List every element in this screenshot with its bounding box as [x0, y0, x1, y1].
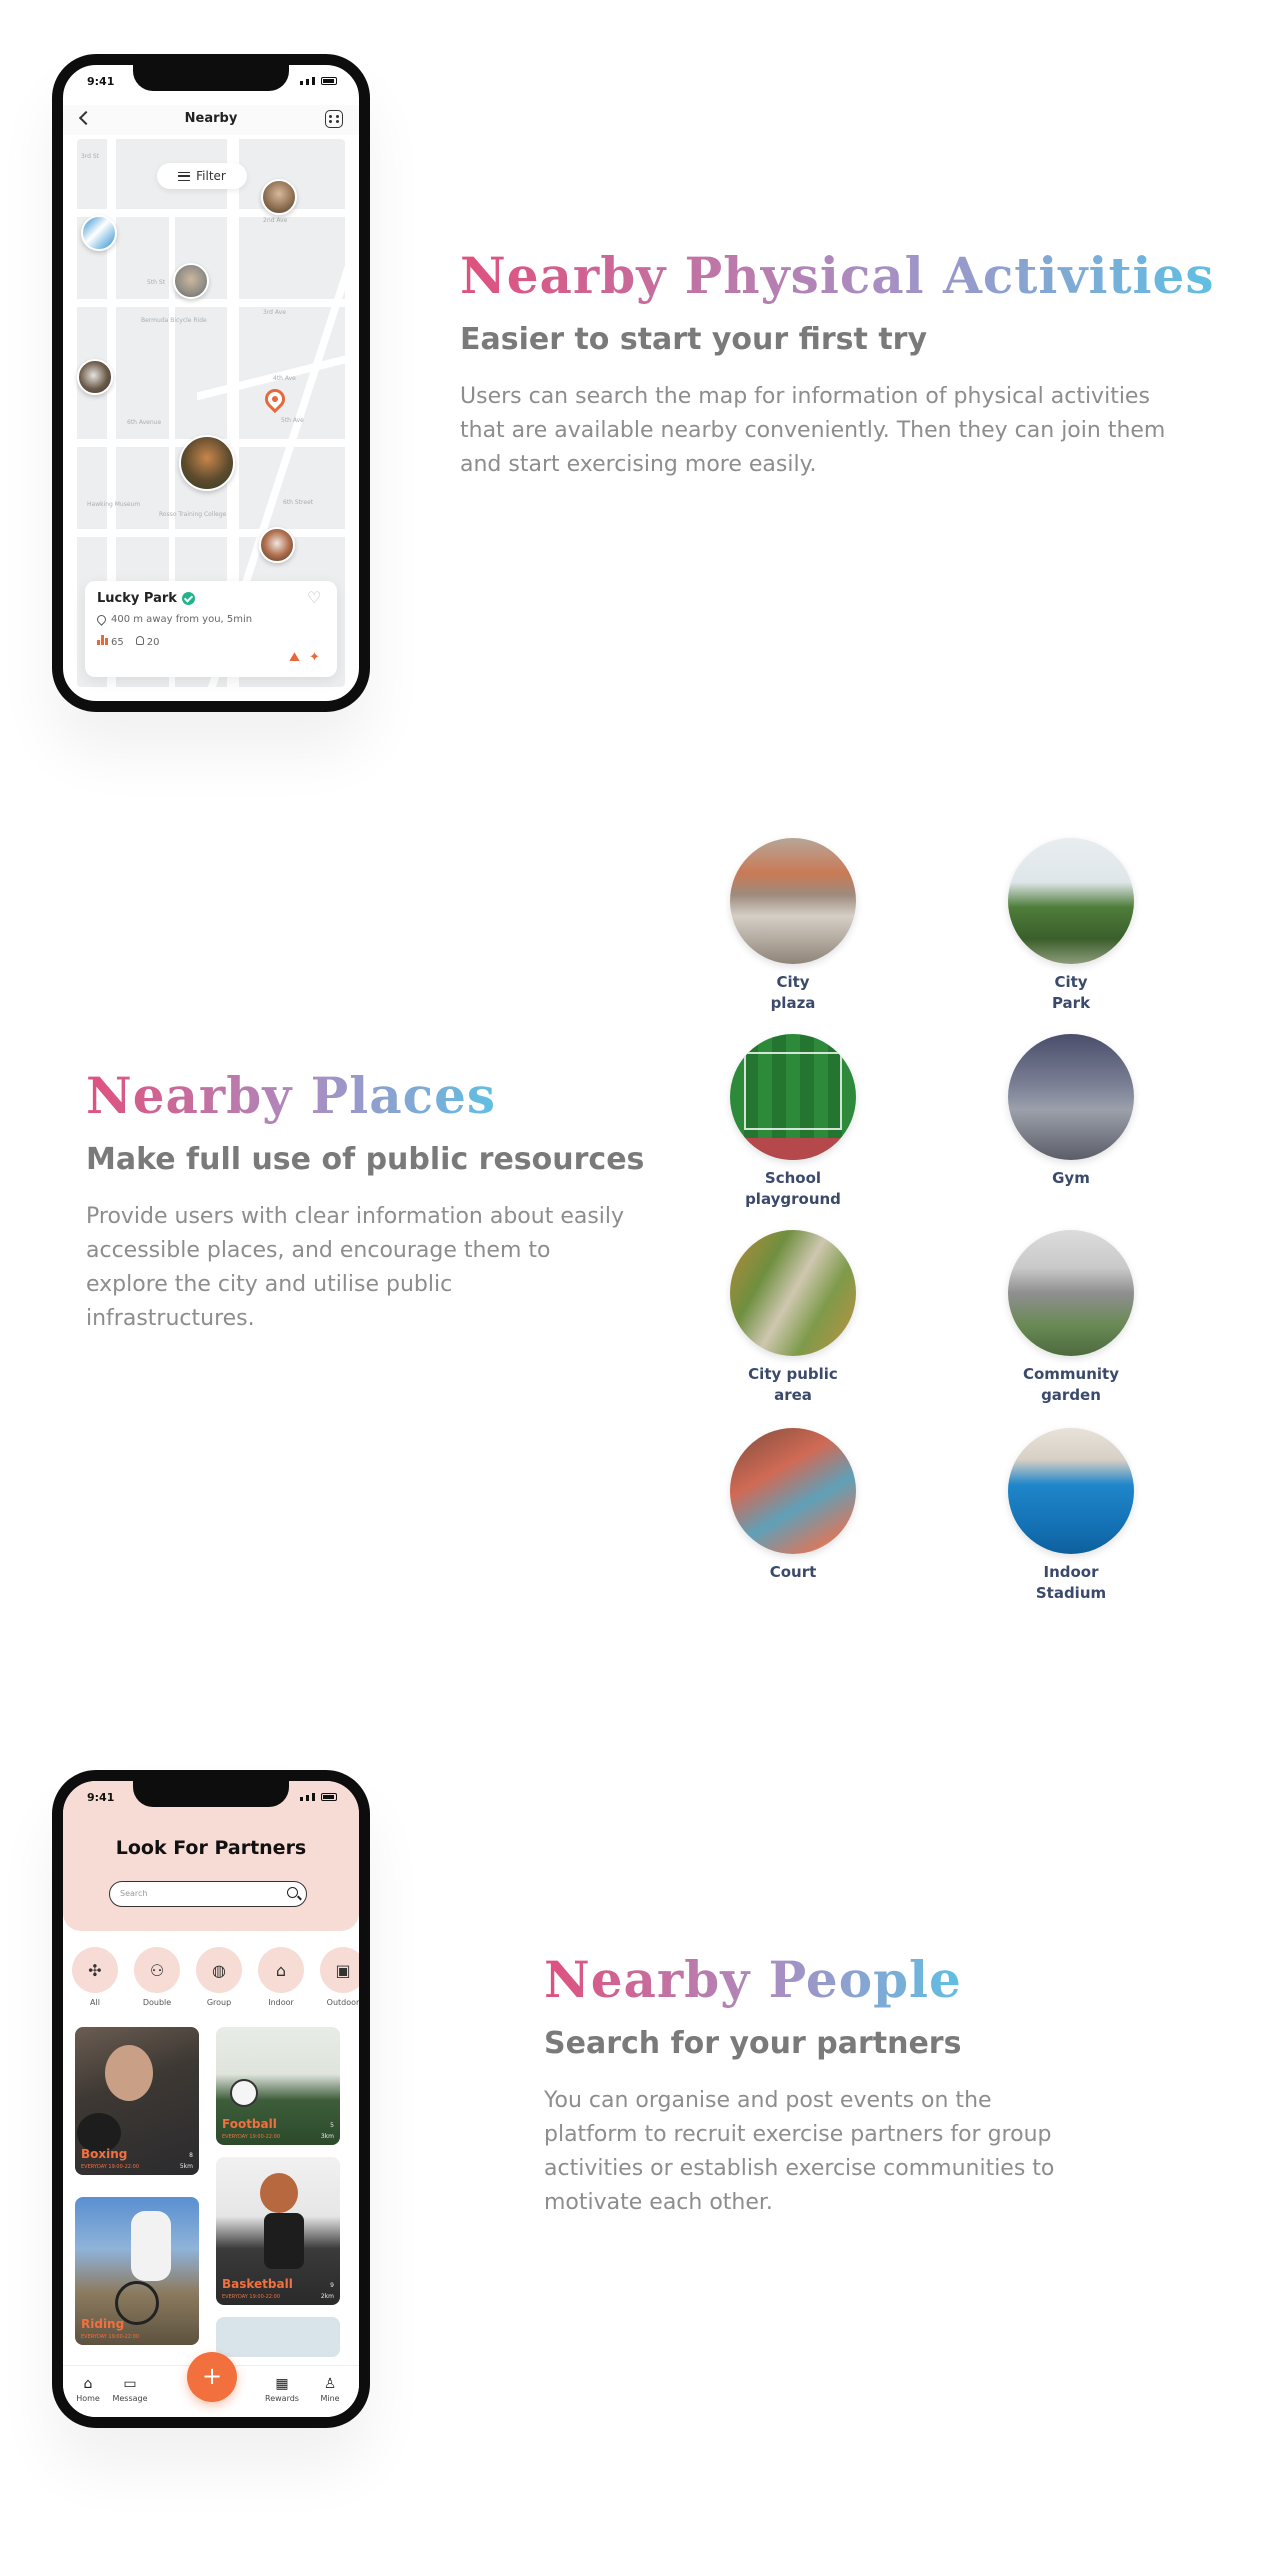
- place-photo: [730, 838, 856, 964]
- phone-mockup-map: [52, 54, 370, 712]
- filter-button[interactable]: [157, 163, 247, 189]
- status-bar: [63, 1787, 359, 1807]
- category-icon: ⚇: [134, 1947, 180, 1993]
- activity-photo-pin[interactable]: [179, 435, 235, 491]
- filter-icon: [178, 172, 190, 181]
- signal-icon: [300, 77, 337, 85]
- place-label: City public area: [748, 1365, 838, 1404]
- activity-tile-basketball[interactable]: [216, 2157, 340, 2305]
- section-description: Provide users with clear information about easily accessible places, and encourage them to explore the city and utilise public infrastructures.: [86, 1204, 625, 1331]
- search-input[interactable]: [109, 1881, 307, 1907]
- category-label: Indoor: [268, 1998, 294, 2007]
- tile-distance: 2km: [320, 2293, 334, 2300]
- place-photo: [730, 1230, 856, 1356]
- place-distance: [97, 614, 325, 625]
- category-label: Outdoor: [326, 1998, 360, 2007]
- place-city-plaza[interactable]: [718, 838, 868, 1014]
- tile-count: 9: [330, 2282, 334, 2289]
- category-label: All: [90, 1998, 100, 2007]
- tile-distance: 3km: [320, 2133, 334, 2140]
- filter-label: Filter: [196, 169, 226, 183]
- activity-photo-pin[interactable]: [261, 179, 297, 215]
- grid-view-icon[interactable]: [325, 110, 343, 128]
- tile-title: Basketball: [222, 2277, 293, 2291]
- rewards-icon: ▦: [275, 2376, 289, 2392]
- people-value: 20: [146, 636, 160, 648]
- category-icon: ◍: [196, 1947, 242, 1993]
- map-label: 6th Street: [283, 499, 314, 506]
- page-title: Nearby: [184, 111, 238, 126]
- place-label: Indoor Stadium: [1035, 1563, 1107, 1602]
- place-city-public-area[interactable]: [718, 1230, 868, 1406]
- place-court[interactable]: [718, 1428, 868, 1583]
- status-bar: [63, 71, 359, 91]
- category-row: [71, 1947, 370, 2007]
- people-stat: [136, 636, 160, 648]
- search-placeholder: Search: [120, 1889, 148, 1898]
- section-subtitle: Search for your partners: [544, 2026, 962, 2061]
- verified-icon: [182, 592, 195, 605]
- level-value: 65: [111, 637, 124, 648]
- activity-tile-riding[interactable]: [75, 2197, 199, 2345]
- place-label: City Park: [1051, 973, 1091, 1012]
- section-description: Users can search the map for information of physical activities that are available nearby conveniently. Then they can join them and start exercising more easily.: [460, 384, 1166, 477]
- place-photo: [730, 1034, 856, 1160]
- category-group[interactable]: [195, 1947, 243, 2007]
- map-label: 2nd Ave: [263, 217, 288, 224]
- profile-icon: ♙: [323, 2376, 337, 2392]
- place-gym[interactable]: [996, 1034, 1146, 1189]
- activity-photo-pin[interactable]: [259, 527, 295, 563]
- bar-chart-icon: [97, 635, 108, 645]
- tab-label: Message: [112, 2394, 148, 2403]
- category-double[interactable]: [133, 1947, 181, 2007]
- section-description: You can organise and post events on the platform to recruit exercise partners for group activities or establish exercise communities to motivate each other.: [544, 2088, 1055, 2215]
- category-icon: ▣: [320, 1947, 366, 1993]
- activity-tile-boxing[interactable]: [75, 2027, 199, 2175]
- tile-title: Riding: [81, 2317, 125, 2331]
- place-photo: [1008, 1034, 1134, 1160]
- place-label: Court: [769, 1563, 817, 1581]
- activity-tile-football[interactable]: [216, 2027, 340, 2145]
- section-title: Nearby People: [544, 1950, 962, 2009]
- activity-photo-pin[interactable]: [173, 263, 209, 299]
- person-icon: [136, 636, 144, 645]
- tab-label: Mine: [320, 2394, 340, 2403]
- tile-title: Football: [222, 2117, 277, 2131]
- map-label: Hawking Museum: [87, 501, 141, 508]
- home-icon: ⌂: [83, 2376, 93, 2392]
- section-subtitle: Easier to start your first try: [460, 322, 928, 357]
- place-card-title: [97, 588, 325, 607]
- activity-icons: [289, 651, 323, 665]
- activity-tile-partial[interactable]: [216, 2317, 340, 2357]
- create-event-button[interactable]: +: [187, 2352, 237, 2402]
- tile-title: Boxing: [81, 2147, 128, 2161]
- tile-schedule: EVERYDAY 19:00-22:00: [81, 2334, 140, 2340]
- battery-icon: [321, 1793, 337, 1801]
- place-school-playground[interactable]: [718, 1034, 868, 1210]
- climbing-icon: ⛰: [289, 650, 300, 665]
- map-label: 3rd Ave: [263, 309, 286, 316]
- tile-count: 8: [189, 2152, 193, 2159]
- map-label: 6th Avenue: [127, 419, 162, 426]
- tile-count: 5: [330, 2122, 334, 2129]
- page-title: Look For Partners: [115, 1837, 307, 1859]
- tab-mine[interactable]: [305, 2376, 355, 2403]
- category-label: Double: [142, 1998, 172, 2007]
- level-stat: [97, 635, 124, 648]
- category-indoor[interactable]: [257, 1947, 305, 2007]
- place-community-garden[interactable]: [996, 1230, 1146, 1406]
- location-icon: [95, 613, 108, 626]
- place-stats: [97, 635, 325, 648]
- status-time: 9:41: [87, 1791, 115, 1804]
- place-label: Gym: [1052, 1169, 1090, 1187]
- tab-message[interactable]: [105, 2376, 155, 2403]
- battery-icon: [321, 77, 337, 85]
- search-icon[interactable]: [287, 1887, 298, 1898]
- category-icon: ✣: [72, 1947, 118, 1993]
- running-icon: ✦: [309, 650, 320, 665]
- tile-schedule: EVERYDAY 19:00-22:00: [222, 2134, 281, 2140]
- map-label: 5th Ave: [281, 417, 304, 424]
- activity-photo-pin[interactable]: [81, 215, 117, 251]
- place-label: City plaza: [770, 973, 816, 1012]
- place-city-park[interactable]: [996, 838, 1146, 1014]
- map-label: 4th Ave: [273, 375, 296, 382]
- section-title: Nearby Places: [86, 1066, 497, 1125]
- place-indoor-stadium[interactable]: [996, 1428, 1146, 1604]
- category-icon: ⌂: [258, 1947, 304, 1993]
- place-name: Lucky Park: [97, 591, 177, 606]
- map-label: 3rd St: [81, 153, 100, 160]
- category-outdoor[interactable]: [319, 1947, 367, 2007]
- signal-icon: [300, 1793, 337, 1801]
- tab-label: Rewards: [265, 2394, 299, 2403]
- tab-label: Home: [76, 2394, 100, 2403]
- place-card[interactable]: [85, 581, 337, 677]
- map-label: Rosso Training College: [159, 511, 227, 518]
- place-photo: [1008, 1230, 1134, 1356]
- phone-mockup-partners: [52, 1770, 370, 2428]
- message-icon: ▭: [123, 2376, 137, 2392]
- distance-text: 400 m away from you, 5min: [111, 614, 253, 625]
- place-photo: [1008, 1428, 1134, 1554]
- map-label: Bermuda Bicycle Ride: [141, 317, 207, 324]
- heart-icon[interactable]: ♡: [307, 588, 322, 607]
- activity-photo-pin[interactable]: [77, 359, 113, 395]
- status-time: 9:41: [87, 75, 115, 88]
- section-subtitle: Make full use of public resources: [86, 1142, 645, 1177]
- place-label: Community garden: [1022, 1365, 1120, 1404]
- tile-schedule: EVERYDAY 19:00-22:00: [222, 2294, 281, 2300]
- section-title: Nearby Physical Activities: [460, 246, 1215, 305]
- tile-schedule: EVERYDAY 19:00-22:00: [81, 2164, 140, 2170]
- tile-distance: 5km: [179, 2163, 193, 2170]
- category-all[interactable]: [71, 1947, 119, 2007]
- tab-bar: [63, 2362, 359, 2417]
- place-photo: [1008, 838, 1134, 964]
- tab-rewards[interactable]: [257, 2376, 307, 2403]
- map-label: 5th St: [147, 279, 166, 286]
- place-photo: [730, 1428, 856, 1554]
- category-label: Group: [206, 1998, 232, 2007]
- place-label: School playground: [745, 1169, 841, 1208]
